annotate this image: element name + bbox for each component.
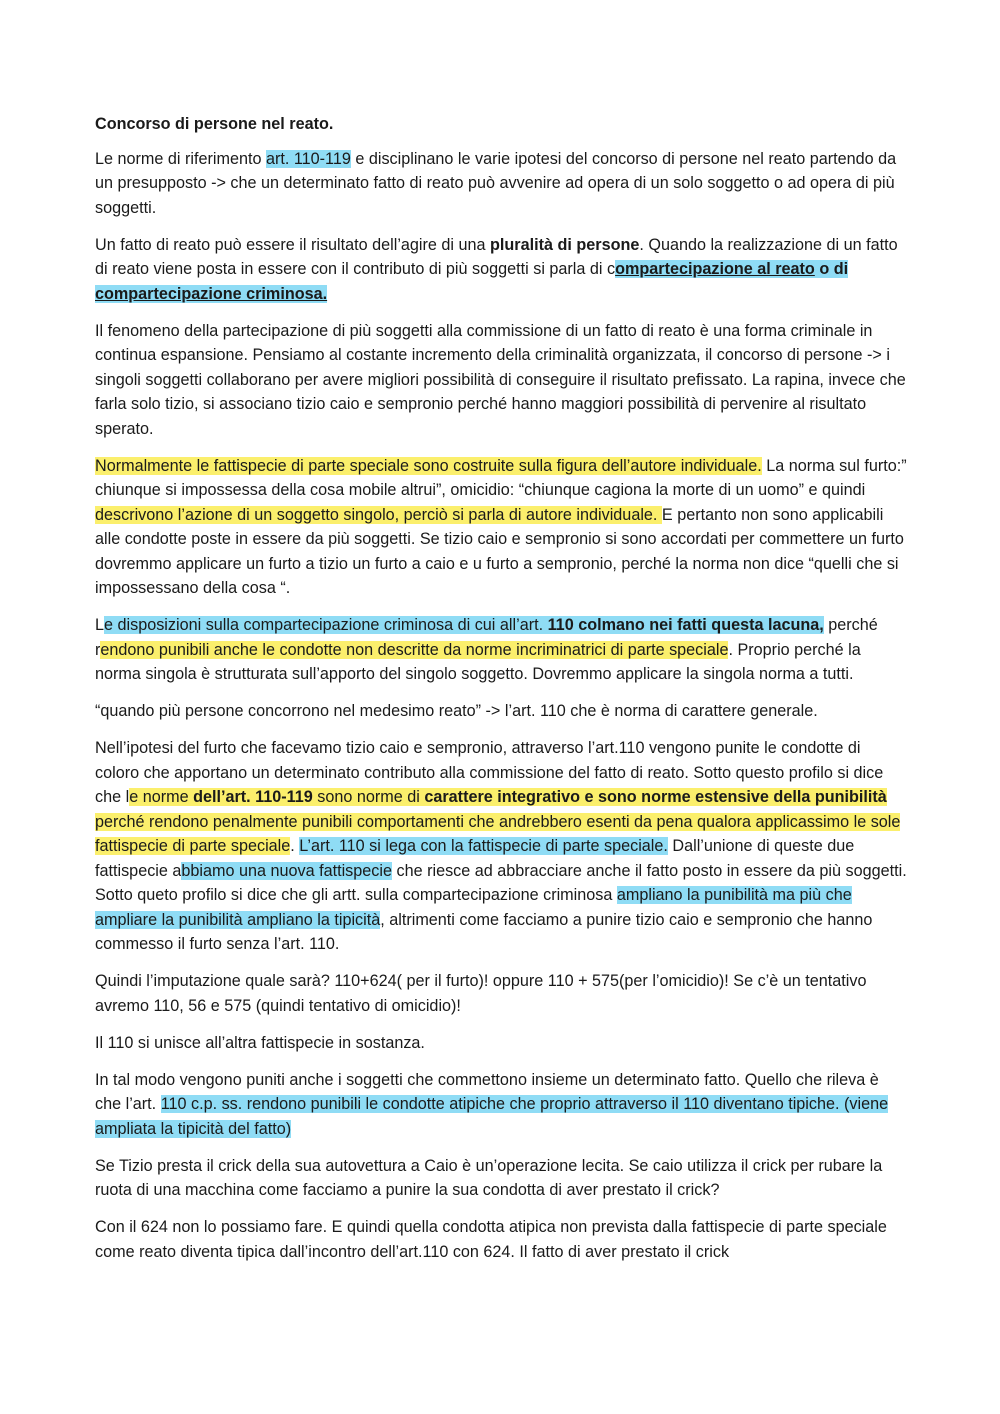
highlighted-text: o di [814, 260, 849, 278]
highlighted-text: e norme [129, 788, 194, 806]
text-run: E pertanto non sono applicabili alle condotte poste in essere da più soggetti. Se tizio caio e sempronio si sono accordati per commettere un furto dovremmo applicare un furto a tizio un furto a caio e u furto a sempronio, perché la norma non dice “quelli che si impossessano della cosa “. [95, 505, 904, 597]
paragraph [95, 454, 907, 601]
text-run: Un fatto di reato può essere il risultato dell’agire di una [95, 235, 491, 254]
text-run: , altrimenti come facciamo a punire tizio caio e sempronio che hanno commesso il furto senza l’art. 110. [95, 910, 873, 953]
highlighted-text: carattere integrativo e sono norme estensive della punibilità [424, 788, 887, 806]
highlighted-text: 110 colmano nei fatti questa lacuna, [547, 616, 824, 634]
text-run: In tal modo vengono puniti anche i soggetti che commettono insieme un determinato fatto. Quello che rileva è che l’art. [95, 1070, 879, 1113]
highlighted-text: ampliano la punibilità ma più che ampliare la punibilità ampliano la tipicità [95, 886, 852, 929]
text-run: . [290, 837, 300, 855]
text-run: Quindi l’imputazione quale sarà? 110+624( per il furto)! oppure 110 + 575(per l’omicidio)! Se c’è un tentativo avremo 110, 56 e 575 (quindi tentativo di omicidio)! [95, 972, 867, 1015]
highlighted-text: art. 110-119 [265, 149, 351, 168]
paragraph [95, 699, 907, 724]
paragraph [95, 319, 907, 442]
text-run: che riesce ad abbracciare anche il fatto posto in essere da più soggetti. Sotto queto profilo si dice che gli artt. sulla compartecipazione criminosa [95, 861, 907, 904]
text-run: pluralità di persone [490, 235, 640, 254]
document-title: Concorso di persone nel reato. [95, 115, 334, 133]
text-run: Nell’ipotesi del furto che facevamo tizio caio e sempronio, attraverso l’art.110 vengono punite le condotte di coloro che apportano un determinato contributo alla commissione del fatto di reato. Sotto questo profilo si dice che l [95, 739, 884, 806]
paragraph [95, 147, 907, 221]
text-run: Con il 624 non lo possiamo fare. E quindi quella condotta atipica non prevista dalla fattispecie di parte speciale come reato diventa tipica dall’incontro dell’art.110 con 624. Il fatto di aver prestato il crick [95, 1218, 887, 1261]
text-run: Se Tizio presta il crick della sua autovettura a Caio è un’operazione lecita. Se caio utilizza il crick per rubare la ruota di una macchina come facciamo a punire la sua condotta di aver prestato il crick? [95, 1156, 883, 1199]
text-run: La norma sul furto:” chiunque si impossessa della cosa mobile altrui”, omicidio: “chiunque cagiona la morte di un uomo” e quindi [95, 456, 907, 499]
document-page [95, 112, 907, 1277]
text-run: Il 110 si unisce all’altra fattispecie in sostanza. [95, 1033, 425, 1052]
text-run: perché r [95, 616, 878, 659]
text-run: L [95, 616, 105, 634]
highlighted-text: endono punibili anche le condotte non descritte da norme incriminatrici di parte speciale [100, 640, 729, 659]
highlighted-text: 110 c.p. ss. rendono punibili le condotte atipiche che proprio attraverso il 110 diventano tipiche. (viene ampliata la tipicità del fatto) [95, 1095, 889, 1138]
paragraph [95, 969, 907, 1018]
text-run: Dall’unione di queste due fattispecie a [95, 837, 855, 880]
text-run: . Proprio perché la norma singola è strutturata sull’apporto del singolo soggetto. Dovremmo applicare la singola norma a tutti. [95, 640, 861, 683]
highlighted-text: ompartecipazione al reato [615, 260, 815, 278]
paragraph [95, 613, 907, 687]
paragraph [95, 736, 907, 957]
highlighted-text: dell’art. 110-119 [193, 788, 313, 806]
highlighted-text: descrivono l’azione di un soggetto singolo, perciò si parla di autore individuale. [95, 505, 662, 524]
highlighted-text: perché rendono penalmente punibili comportamenti che andrebbero esenti da pena qualora applicassimo le sole fattispecie di parte speciale [95, 812, 901, 855]
highlighted-text: sono norme di [312, 788, 425, 806]
highlighted-text: compartecipazione criminosa. [95, 284, 328, 303]
highlighted-text: Normalmente le fattispecie di parte speciale sono costruite sulla figura dell’autore individuale. [95, 456, 762, 475]
highlighted-text: e disposizioni sulla compartecipazione criminosa di cui all’art. [104, 616, 548, 634]
text-run: e disciplinano le varie ipotesi del concorso di persone nel reato partendo da un presupposto -> che un determinato fatto di reato può avvenire ad opera di un solo soggetto o ad opera di più soggetti. [95, 149, 897, 217]
paragraph [95, 1068, 907, 1142]
text-run: Le norme di riferimento [95, 149, 266, 168]
paragraph [95, 1215, 907, 1264]
paragraph [95, 233, 907, 307]
text-run: Il fenomeno della partecipazione di più soggetti alla commissione di un fatto di reato è una forma criminale in continua espansione. Pensiamo al costante incremento della criminalità organizzata, il concorso di persone -> i singoli soggetti collaborano per avere migliori possibilità di conseguire il risultato prefissato. La rapina, invece che farla solo tizio, si associano tizio caio e sempronio perché hanno maggiori possibilità di pervenire al risultato sperato. [95, 321, 906, 438]
highlighted-text: bbiamo una nuova fattispecie [181, 861, 392, 880]
text-run: . Quando la realizzazione di un fatto di reato viene posta in essere con il contributo di più soggetti si parla di c [95, 235, 898, 278]
paragraph [95, 1031, 907, 1056]
text-run: “quando più persone concorrono nel medesimo reato” -> l’art. 110 che è norma di carattere generale. [95, 702, 818, 720]
paragraph [95, 1154, 907, 1203]
highlighted-text: L’art. 110 si lega con la fattispecie di parte speciale. [299, 837, 668, 855]
